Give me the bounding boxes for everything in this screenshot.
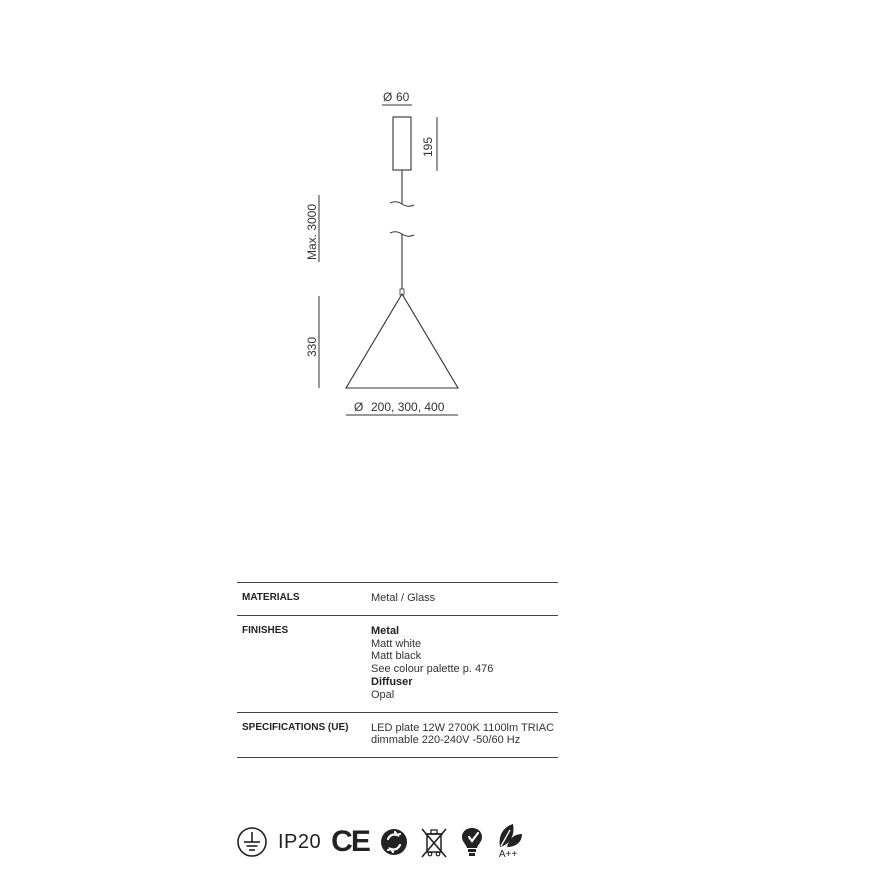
specifications-table bbox=[237, 582, 558, 758]
canopy-diameter-label: 60 bbox=[396, 90, 410, 104]
finishes-value bbox=[371, 615, 558, 712]
shade-height-label: 330 bbox=[305, 336, 319, 357]
ce-mark-icon: CE bbox=[331, 825, 369, 858]
energy-leaf-icon bbox=[495, 822, 527, 862]
cone-shade bbox=[346, 294, 458, 388]
recycling-icon bbox=[379, 827, 409, 857]
finish-diffuser-title: Diffuser bbox=[371, 675, 413, 688]
canopy-height-label: 195 bbox=[421, 136, 435, 157]
ip-rating: IP20 bbox=[278, 830, 322, 853]
materials-label: MATERIALS bbox=[237, 583, 371, 616]
finish-metal-item: Matt white bbox=[371, 637, 422, 650]
shade-diameter-label: 200, 300, 400 bbox=[371, 400, 445, 414]
cable-length-label: Max. 3000 bbox=[305, 203, 319, 260]
finish-metal-item: Matt black bbox=[371, 650, 422, 663]
finishes-label: FINISHES bbox=[237, 615, 371, 712]
specification-line: LED plate 12W 2700K 1100lm TRIAC bbox=[371, 721, 555, 734]
finish-metal-item: See colour palette p. 476 bbox=[371, 663, 494, 676]
earth-ground-icon bbox=[236, 826, 268, 858]
finish-diffuser-item: Opal bbox=[371, 688, 395, 701]
certification-icons bbox=[236, 822, 537, 862]
specification-line: dimmable 220-240V -50/60 Hz bbox=[371, 734, 521, 747]
shade-diameter-symbol: Ø bbox=[354, 400, 364, 414]
specifications-value bbox=[371, 712, 558, 758]
materials-value: Metal / Glass bbox=[371, 583, 558, 616]
finishes-row bbox=[237, 615, 558, 712]
led-bulb-icon bbox=[459, 825, 485, 859]
energy-class-label: A++ bbox=[498, 849, 518, 860]
canopy-diameter-symbol: Ø bbox=[383, 90, 393, 104]
finish-metal-title: Metal bbox=[371, 624, 400, 637]
specifications-label: SPECIFICATIONS (UE) bbox=[237, 712, 371, 758]
ceiling-canopy bbox=[393, 117, 411, 170]
weee-crossed-bin-icon bbox=[419, 826, 449, 858]
materials-row bbox=[237, 583, 558, 616]
specifications-row bbox=[237, 712, 558, 758]
